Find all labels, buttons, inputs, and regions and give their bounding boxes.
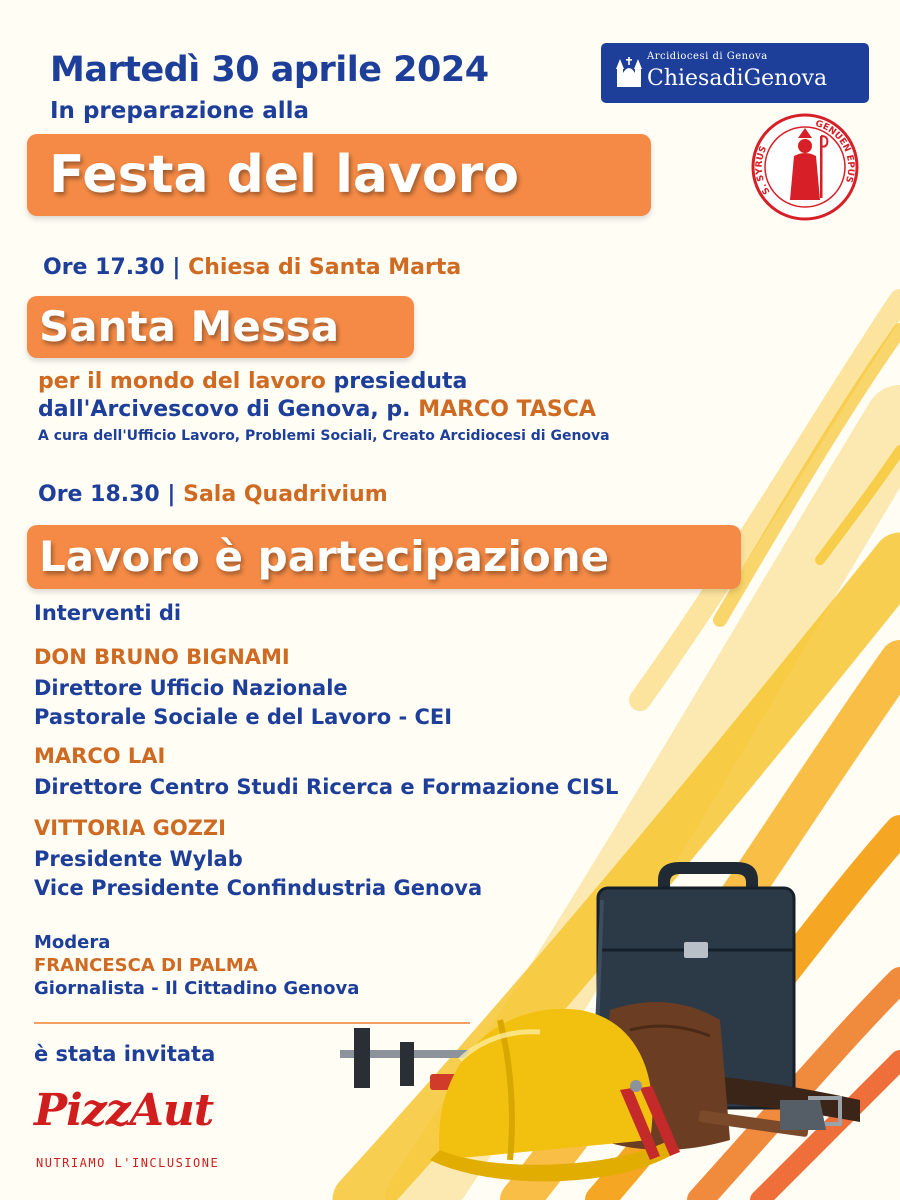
logo-big-text: ChiesadiGenova — [647, 66, 828, 91]
preparation-text: In preparazione alla — [50, 98, 310, 124]
moderator-role: Giornalista - Il Cittadino Genova — [34, 978, 360, 999]
modera-label: Modera — [34, 932, 111, 953]
event1-organizer: A cura dell'Ufficio Lavoro, Problemi Sociali, Creato Arcidiocesi di Genova — [38, 428, 610, 444]
santa-messa-banner: Santa Messa — [27, 296, 414, 358]
festa-title-banner: Festa del lavoro — [27, 134, 651, 216]
event-date: Martedì 30 aprile 2024 — [50, 50, 489, 90]
moderator-name: FRANCESCA DI PALMA — [34, 955, 258, 976]
invited-label: è stata invitata — [34, 1042, 216, 1066]
speaker-name: DON BRUNO BIGNAMI — [34, 645, 290, 669]
event1-desc1-orange: per il mondo del lavoro — [38, 369, 326, 394]
event1-time: Ore 17.30 | — [43, 255, 181, 280]
logo-small-text: Arcidiocesi di Genova — [647, 51, 768, 62]
pizzaut-logo: PizzAut — [34, 1085, 214, 1136]
event1-time-place — [43, 255, 461, 280]
speaker-role: Direttore Centro Studi Ricerca e Formazione CISL — [34, 775, 619, 799]
work-tools-illustration — [340, 860, 900, 1200]
church-icon — [613, 55, 645, 89]
speaker-name: VITTORIA GOZZI — [34, 816, 226, 840]
seal-left-text: S. SYRUS — [754, 144, 773, 196]
speaker-name: MARCO LAI — [34, 744, 166, 768]
speaker-role: Pastorale Sociale e del Lavoro - CEI — [34, 705, 453, 729]
speaker-role: Direttore Ufficio Nazionale — [34, 676, 348, 700]
seal-right-text: GENUEN EPUS — [814, 119, 856, 184]
event1-desc-line2 — [38, 397, 596, 422]
speaker-role: Vice Presidente Confindustria Genova — [34, 876, 483, 900]
pizzaut-tagline: NUTRIAMO L'INCLUSIONE — [36, 1156, 220, 1170]
speaker-role: Presidente Wylab — [34, 847, 243, 871]
event1-desc2-blue: dall'Arcivescovo di Genova, p. — [38, 397, 411, 422]
event2-time: Ore 18.30 | — [38, 482, 176, 507]
event2-place: Sala Quadrivium — [183, 482, 388, 507]
event1-desc2-orange: MARCO TASCA — [418, 397, 596, 422]
event1-desc-line1 — [38, 369, 467, 394]
event1-desc1-blue: presieduta — [333, 369, 468, 394]
event1-place: Chiesa di Santa Marta — [188, 255, 462, 280]
event2-time-place — [38, 482, 388, 507]
saint-seal-icon — [750, 112, 860, 222]
interventi-label: Interventi di — [34, 601, 182, 625]
lavoro-partecipazione-banner: Lavoro è partecipazione — [27, 525, 741, 589]
chiesa-di-genova-logo[interactable] — [601, 43, 869, 103]
